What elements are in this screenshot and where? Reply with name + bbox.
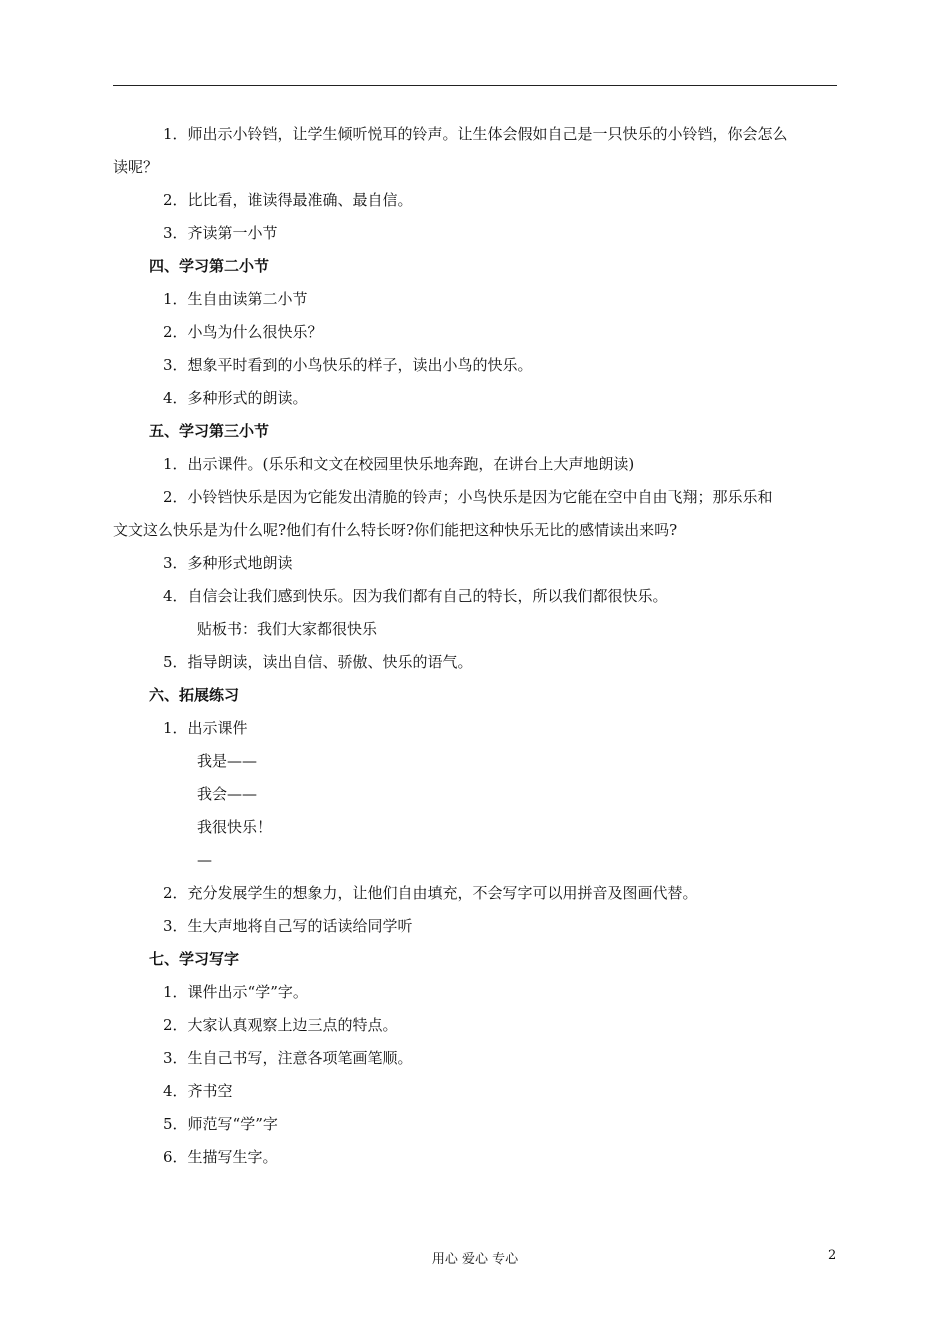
template-line: 我是—— [197,752,258,770]
paragraph: 1．出示课件。(乐乐和文文在校园里快乐地奔跑，在讲台上大声地朗读) [163,455,635,473]
footer-motto: 用心 爱心 专心 [431,1252,519,1267]
template-line: 我很快乐！ [197,818,273,836]
section-heading: 六、拓展练习 [149,686,240,704]
paragraph: 3．生自己书写，注意各项笔画笔顺。 [163,1049,413,1067]
paragraph: 文文这么快乐是为什么呢?他们有什么特长呀?你们能把这种快乐无比的感情读出来吗? [113,521,678,539]
template-line: 我会—— [197,785,258,803]
section-heading: 七、学习写字 [149,950,240,968]
section-heading: 四、学习第二小节 [149,257,270,275]
template-line: — [197,851,212,869]
paragraph: 2．大家认真观察上边三点的特点。 [163,1016,398,1034]
paragraph: 读呢？ [113,158,159,176]
paragraph: 2．比比看，谁读得最准确、最自信。 [163,191,413,209]
paragraph: 2．小鸟为什么很快乐？ [163,323,323,341]
paragraph: 3．想象平时看到的小鸟快乐的样子，读出小鸟的快乐。 [163,356,533,374]
paragraph: 4．多种形式的朗读。 [163,389,308,407]
document-body [113,118,837,1174]
header-rule [113,85,837,86]
paragraph: 2．小铃铛快乐是因为它能发出清脆的铃声；小鸟快乐是因为它能在空中自由飞翔；那乐乐和 [163,488,773,506]
paragraph: 5．师范写“学”字 [163,1115,278,1133]
paragraph: 4．齐书空 [163,1082,233,1100]
paragraph: 3．生大声地将自己写的话读给同学听 [163,917,413,935]
paragraph: 4．自信会让我们感到快乐。因为我们都有自己的特长，所以我们都很快乐。 [163,587,668,605]
paragraph: 1．课件出示“学”字。 [163,983,308,1001]
paragraph: 1．师出示小铃铛，让学生倾听悦耳的铃声。让生体会假如自己是一只快乐的小铃铛，你会怎么 [163,125,788,143]
page-number: 2 [828,1248,837,1263]
paragraph: 1．出示课件 [163,719,248,737]
paragraph: 1．生自由读第二小节 [163,290,308,308]
paragraph: 3．多种形式地朗读 [163,554,293,572]
board-note: 贴板书：我们大家都很快乐 [197,620,378,638]
section-heading: 五、学习第三小节 [149,422,270,440]
paragraph: 6．生描写生字。 [163,1148,278,1166]
paragraph: 3．齐读第一小节 [163,224,278,242]
paragraph: 5．指导朗读，读出自信、骄傲、快乐的语气。 [163,653,473,671]
paragraph: 2．充分发展学生的想象力，让他们自由填充，不会写字可以用拼音及图画代替。 [163,884,698,902]
